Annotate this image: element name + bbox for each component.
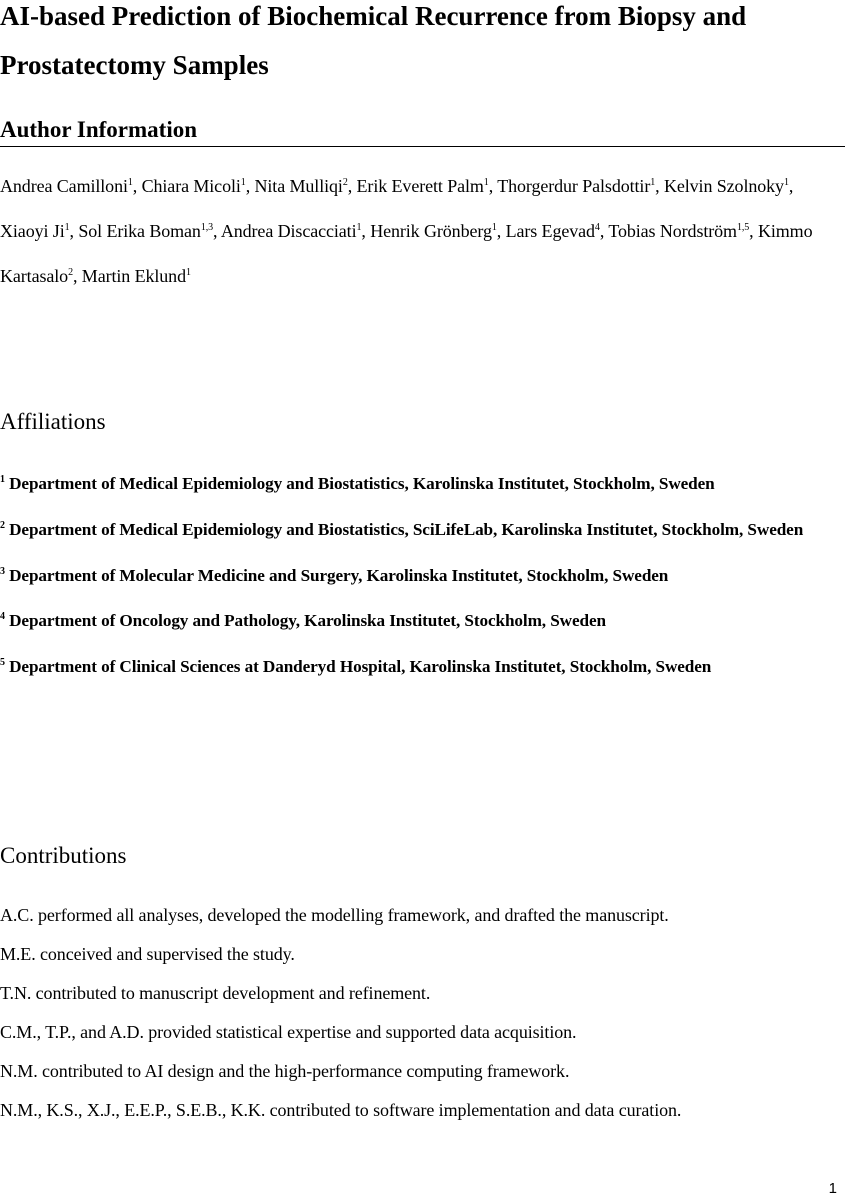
affiliation-item (0, 507, 845, 553)
contribution-list (0, 896, 845, 1130)
contribution-item: T.N. contributed to manuscript development and refinement. (0, 983, 431, 1003)
contribution-item: N.M., K.S., X.J., E.E.P., S.E.B., K.K. contributed to software implementation and data curation. (0, 1100, 682, 1120)
affiliation-text: Department of Medical Epidemiology and Biostatistics, SciLifeLab, Karolinska Institutet, Stockholm, Sweden (9, 519, 804, 539)
author-name: Kimmo Kartasalo (0, 221, 813, 286)
author-affiliation-mark: 1 (356, 222, 362, 233)
author-name: Chiara Micoli (141, 176, 241, 196)
author-name: Henrik Grönberg (370, 221, 492, 241)
author-name: Sol Erika Boman (78, 221, 201, 241)
author-name: Kelvin Szolnoky (663, 176, 784, 196)
author-name: Andrea Discacciati (220, 221, 357, 241)
author-affiliation-mark: 1 (240, 177, 246, 188)
author-affiliation-mark: 2 (342, 177, 348, 188)
author-affiliation-mark: 1 (483, 177, 489, 188)
author-affiliation-mark: 1 (491, 222, 497, 233)
affiliation-number: 3 (0, 565, 5, 577)
contributions-heading: Contributions (0, 843, 127, 868)
contribution-item: M.E. conceived and supervised the study. (0, 944, 295, 964)
contribution-item: A.C. performed all analyses, developed the modelling framework, and drafted the manuscript. (0, 905, 669, 925)
author-information-heading: Author Information (0, 117, 198, 142)
affiliation-item (0, 553, 845, 599)
heading-divider (0, 146, 845, 147)
author-affiliation-mark: 1,5 (736, 222, 750, 233)
affiliation-text: Department of Medical Epidemiology and Biostatistics, Karolinska Institutet, Stockholm, Sweden (9, 474, 715, 493)
author-name: Nita Mulliqi (254, 176, 343, 196)
author-name: Xiaoyi Ji (0, 221, 65, 241)
author-name: Thorgerdur Palsdottir (497, 176, 651, 196)
author-list: Andrea Camilloni$^1$, Chiara Micoli$^1$, Nita Mulliqi$^2$, Erik Everett Palm$^1$, Thorgerdur Palsdottir$^1$, Kelvin Szolnoky$^1$, Xiaoyi Ji$^1$, Sol Erika Boman$^{1,3}$, Andrea Discacciati$^1$, Henrik Grönberg$^1$, Lars Egevad$^4$, Tobias Nordström$^{1,5}$, Kimmo Kartasalo$^2$, Martin Eklund$^1$ (0, 176, 813, 286)
page-number: 1 (828, 1180, 837, 1197)
affiliation-number: 2 (0, 519, 5, 531)
affiliation-item (0, 644, 845, 690)
author-affiliation-mark: 1 (650, 177, 656, 188)
affiliations-heading: Affiliations (0, 409, 106, 434)
affiliation-number: 4 (0, 611, 5, 623)
author-affiliation-mark: 2 (68, 267, 73, 278)
author-affiliation-mark: 1 (185, 267, 191, 278)
paper-title: AI-based Prediction of Biochemical Recurrence from Biopsy and Prostatectomy Samples (0, 1, 747, 80)
affiliation-text: Department of Clinical Sciences at Danderyd Hospital, Karolinska Institutet, Stockholm, Sweden (9, 657, 712, 677)
contribution-item: C.M., T.P., and A.D. provided statistical expertise and supported data acquisition. (0, 1022, 577, 1042)
affiliation-text: Department of Oncology and Pathology, Karolinska Institutet, Stockholm, Sweden (9, 611, 606, 631)
author-name: Lars Egevad (505, 221, 595, 241)
author-name: Andrea Camilloni (0, 176, 128, 196)
affiliation-number: 5 (0, 657, 5, 669)
author-name: Erik Everett Palm (356, 176, 484, 196)
author-affiliation-mark: 1 (64, 222, 70, 233)
author-affiliation-mark: 4 (594, 222, 600, 233)
author-affiliation-mark: 1 (783, 177, 789, 188)
author-affiliation-mark: 1,3 (200, 222, 214, 233)
affiliation-number: 1 (0, 474, 5, 485)
author-name: Tobias Nordström (608, 221, 737, 241)
author-name: Martin Eklund (81, 266, 186, 286)
author-affiliation-mark: 1 (127, 177, 133, 188)
affiliation-list (0, 461, 845, 690)
affiliation-item (0, 598, 845, 644)
affiliation-item (0, 461, 845, 507)
affiliation-text: Department of Molecular Medicine and Surgery, Karolinska Institutet, Stockholm, Sweden (9, 565, 669, 585)
contribution-item: N.M. contributed to AI design and the high-performance computing framework. (0, 1061, 570, 1081)
